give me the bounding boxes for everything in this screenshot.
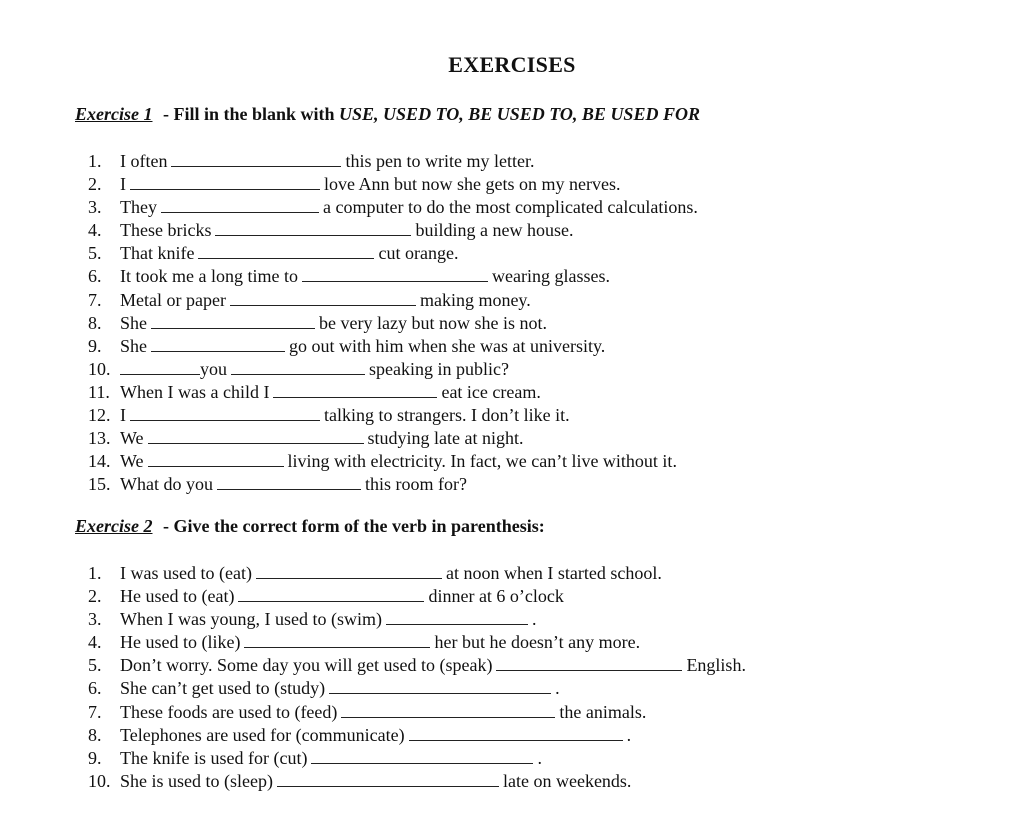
item-prefix: That knife — [120, 243, 195, 264]
exercise-1-list — [88, 150, 698, 496]
exercise-2-item — [88, 562, 746, 585]
exercise-1-item — [88, 473, 698, 496]
exercise-1-label: Exercise 1 — [75, 104, 153, 124]
item-prefix: She is used to (sleep) — [120, 770, 273, 791]
answer-blank[interactable] — [329, 678, 551, 694]
answer-blank[interactable] — [231, 359, 365, 375]
item-number: 14. — [88, 451, 111, 472]
item-prefix: Don’t worry. Some day you will get used to (speak) — [120, 655, 493, 676]
item-number: 2. — [88, 174, 102, 195]
item-suffix: . — [531, 609, 537, 630]
item-suffix: wearing glasses. — [491, 266, 610, 287]
exercise-2-list — [88, 562, 746, 793]
answer-blank[interactable] — [230, 290, 416, 306]
item-number: 1. — [88, 151, 102, 171]
exercise-1-item — [88, 335, 698, 358]
item-prefix: We — [120, 428, 144, 449]
item-number: 4. — [88, 220, 102, 241]
exercise-2-item — [88, 701, 746, 724]
exercise-2-item — [88, 770, 746, 793]
item-suffix: building a new house. — [415, 220, 574, 241]
item-prefix: I was used to (eat) — [120, 563, 252, 583]
answer-blank[interactable] — [217, 474, 361, 490]
answer-blank[interactable] — [151, 336, 285, 352]
exercise-1-item — [88, 427, 698, 450]
exercise-1-item — [88, 358, 698, 381]
item-prefix: We — [120, 451, 144, 472]
exercise-2-item — [88, 608, 746, 631]
item-prefix: It took me a long time to — [120, 266, 298, 287]
item-number: 5. — [88, 243, 102, 264]
item-number: 9. — [88, 335, 102, 356]
answer-blank[interactable] — [238, 586, 424, 602]
item-suffix: cut orange. — [378, 243, 459, 264]
item-prefix: He used to (like) — [120, 632, 241, 653]
item-prefix: She — [120, 335, 147, 356]
answer-blank[interactable] — [171, 151, 341, 167]
item-number: 3. — [88, 609, 102, 630]
item-suffix: this room for? — [364, 474, 467, 495]
item-suffix: English. — [686, 655, 746, 676]
exercise-2-item — [88, 677, 746, 700]
exercise-1-item — [88, 450, 698, 473]
answer-blank[interactable] — [130, 405, 320, 421]
item-number: 4. — [88, 632, 102, 653]
item-suffix: a computer to do the most complicated calculations. — [322, 197, 698, 218]
answer-blank[interactable] — [256, 563, 442, 579]
exercise-2-item — [88, 747, 746, 770]
exercise-2-item — [88, 654, 746, 677]
item-suffix: love Ann but now she gets on my nerves. — [324, 174, 621, 195]
answer-blank[interactable] — [341, 702, 555, 718]
item-number: 15. — [88, 474, 111, 495]
exercise-1-item — [88, 196, 698, 219]
item-prefix: What do you — [120, 474, 213, 495]
item-suffix: be very lazy but now she is not. — [319, 312, 547, 333]
item-prefix: These foods are used to (feed) — [120, 701, 338, 722]
item-suffix: studying late at night. — [367, 428, 524, 449]
item-suffix: . — [626, 724, 632, 745]
item-number: 10. — [88, 358, 111, 379]
exercise-1-words: USE, USED TO, BE USED TO, BE USED FOR — [339, 104, 700, 124]
item-suffix: this pen to write my letter. — [345, 151, 535, 171]
answer-blank[interactable] — [311, 748, 533, 764]
exercise-1-item — [88, 219, 698, 242]
answer-blank[interactable] — [151, 313, 315, 329]
answer-blank[interactable] — [215, 220, 411, 236]
answer-blank[interactable] — [386, 609, 528, 625]
answer-blank[interactable] — [130, 174, 320, 190]
item-prefix: Telephones are used for (communicate) — [120, 724, 405, 745]
exercise-1-item — [88, 404, 698, 427]
item-number: 10. — [88, 770, 111, 791]
item-prefix: I — [120, 174, 126, 195]
exercise-1-item — [88, 312, 698, 335]
exercise-2-heading — [75, 516, 545, 537]
item-number: 1. — [88, 563, 102, 583]
exercise-1-item — [88, 173, 698, 196]
item-suffix: . — [555, 678, 560, 699]
answer-blank[interactable] — [198, 243, 374, 259]
item-prefix: I often — [120, 151, 168, 171]
answer-blank[interactable] — [273, 382, 437, 398]
item-suffix: go out with him when she was at university. — [289, 335, 606, 356]
answer-blank[interactable] — [120, 359, 200, 375]
answer-blank[interactable] — [277, 771, 499, 787]
page-title: EXERCISES — [448, 52, 576, 77]
exercise-1-item — [88, 381, 698, 404]
exercise-2-item — [88, 631, 746, 654]
item-prefix: She can’t get used to (study) — [120, 678, 326, 699]
item-number: 12. — [88, 405, 111, 426]
answer-blank[interactable] — [496, 655, 682, 671]
item-suffix: . — [537, 747, 542, 768]
exercise-2-item — [88, 585, 746, 608]
item-number: 5. — [88, 655, 102, 676]
answer-blank[interactable] — [244, 632, 430, 648]
item-prefix: When I was a child I — [120, 381, 270, 402]
item-number: 2. — [88, 586, 102, 607]
item-prefix: She — [120, 312, 147, 333]
item-number: 6. — [88, 266, 102, 287]
answer-blank[interactable] — [148, 428, 364, 444]
item-prefix: They — [120, 197, 157, 218]
item-number: 3. — [88, 197, 102, 218]
item-number: 6. — [88, 678, 102, 699]
item-suffix: making money. — [419, 289, 531, 310]
exercise-1-item — [88, 242, 698, 265]
item-suffix: eat ice cream. — [441, 381, 541, 402]
exercise-2-item — [88, 724, 746, 747]
item-suffix: her but he doesn’t any more. — [434, 632, 641, 653]
item-suffix: late on weekends. — [502, 770, 632, 791]
exercise-1-instruction: - Fill in the blank with — [162, 104, 335, 124]
item-number: 9. — [88, 747, 102, 768]
item-suffix: the animals. — [559, 701, 647, 722]
exercise-1-item — [88, 150, 698, 173]
item-prefix: When I was young, I used to (swim) — [120, 609, 382, 630]
item-prefix: He used to (eat) — [120, 586, 235, 607]
answer-blank[interactable] — [302, 266, 488, 282]
exercise-1-item — [88, 289, 698, 312]
exercise-1-heading — [75, 104, 700, 125]
item-prefix: These bricks — [120, 220, 212, 241]
exercise-2-label: Exercise 2 — [75, 516, 153, 536]
item-number: 8. — [88, 724, 102, 745]
item-suffix: at noon when I started school. — [445, 563, 662, 583]
item-suffix: living with electricity. In fact, we can’t live without it. — [287, 451, 677, 472]
item-number: 7. — [88, 289, 102, 310]
item-suffix: dinner at 6 o’clock — [428, 586, 564, 607]
item-prefix: Metal or paper — [120, 289, 226, 310]
answer-blank[interactable] — [409, 725, 623, 741]
item-middle: you — [200, 358, 227, 379]
answer-blank[interactable] — [161, 197, 319, 213]
item-prefix: The knife is used for (cut) — [120, 747, 308, 768]
item-number: 8. — [88, 312, 102, 333]
item-suffix: speaking in public? — [369, 358, 509, 379]
exercise-2-instruction: - Give the correct form of the verb in parenthesis: — [162, 516, 545, 536]
answer-blank[interactable] — [148, 451, 284, 467]
item-number: 7. — [88, 701, 102, 722]
exercise-1-item — [88, 265, 698, 288]
item-prefix: I — [120, 405, 126, 426]
item-suffix: talking to strangers. I don’t like it. — [324, 405, 570, 426]
item-number: 11. — [88, 381, 110, 402]
item-number: 13. — [88, 428, 111, 449]
